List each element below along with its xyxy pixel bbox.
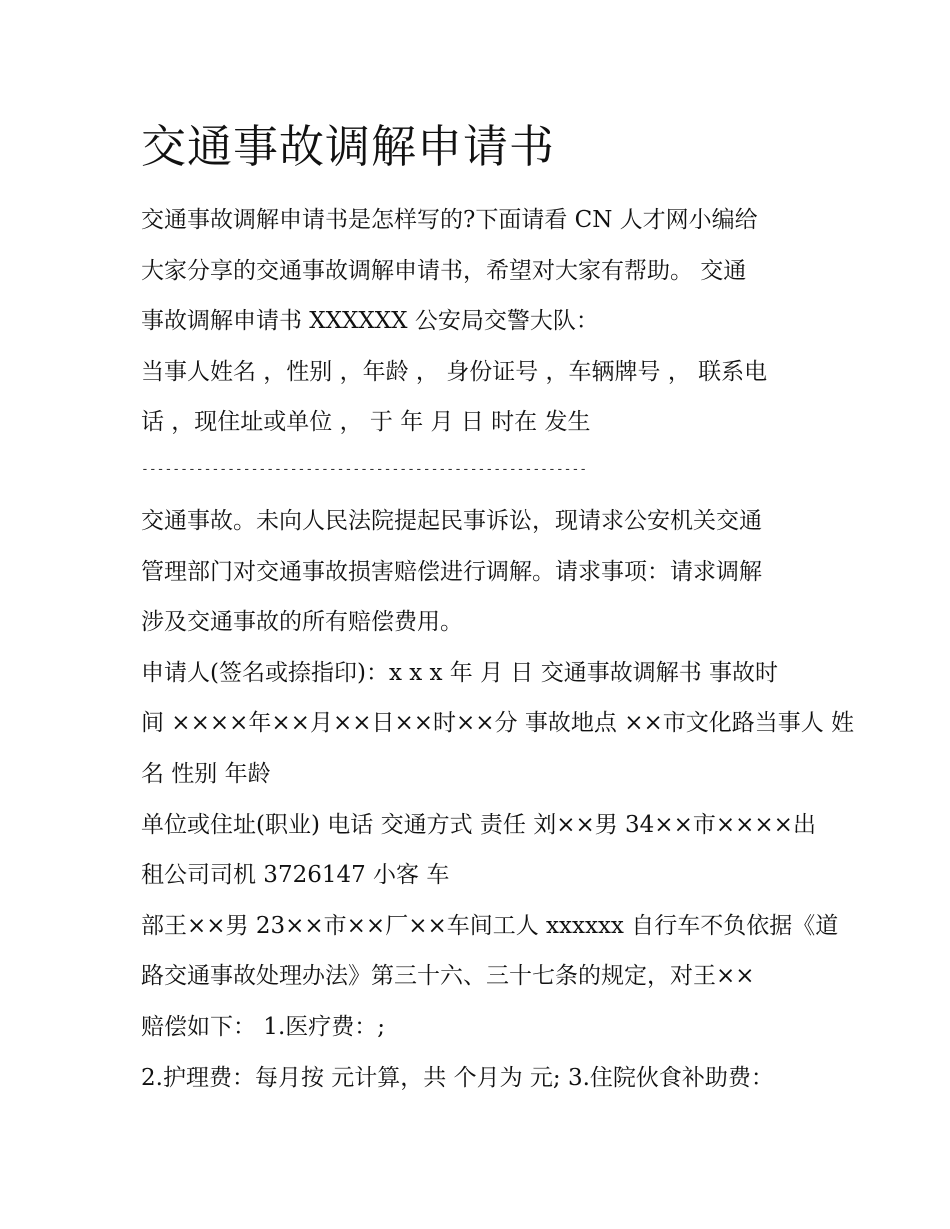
body-line: 租公司司机 3726147 小客 车 [141, 862, 450, 889]
body-line: 2.护理费：每月按 元计算，共 个月为 元; 3.住院伙食补助费： [141, 1064, 774, 1091]
document-body [141, 195, 855, 1103]
body-line: 涉及交通事故的所有赔偿费用。 [141, 609, 463, 636]
dashed-separator: --------------------------------------------------------- [141, 461, 588, 477]
body-line: 话 ，现住址或单位 ， 于 年 月 日 时在 发生 [141, 409, 591, 436]
body-line: 部王××男 23××市××厂××车间工人 xxxxxx 自行车不负依据《道 [141, 912, 839, 939]
body-line: 路交通事故处理办法》第三十六、三十七条的规定，对王×× [141, 963, 755, 990]
body-line: 赔偿如下： 1.医疗费：; [141, 1013, 386, 1040]
document-title: 交通事故调解申请书 [141, 120, 556, 173]
body-line: 交通事故。未向人民法院提起民事诉讼，现请求公安机关交通 [141, 507, 762, 534]
body-line: 当事人姓名 ，性别 ，年龄 ， 身份证号 ，车辆牌号 ， 联系电 [141, 358, 768, 385]
body-line: 大家分享的交通事故调解申请书，希望对大家有帮助。 交通 [141, 257, 747, 284]
body-line: 间 ××××年××月××日××时××分 事故地点 ××市文化路当事人 姓 [141, 710, 855, 737]
body-line: 交通事故调解申请书是怎样写的?下面请看 CN 人才网小编给 [141, 207, 758, 233]
body-line: 申请人(签名或捺指印)：x x x 年 月 日 交通事故调解书 事故时 [141, 659, 779, 686]
body-line: 单位或住址(职业) 电话 交通方式 责任 刘××男 34××市××××出 [141, 811, 816, 838]
body-line: 管理部门对交通事故损害赔偿进行调解。请求事项：请求调解 [141, 558, 762, 585]
body-line: 事故调解申请书 XXXXXX 公安局交警大队： [141, 308, 599, 335]
body-line: 名 性别 年龄 [141, 760, 271, 787]
